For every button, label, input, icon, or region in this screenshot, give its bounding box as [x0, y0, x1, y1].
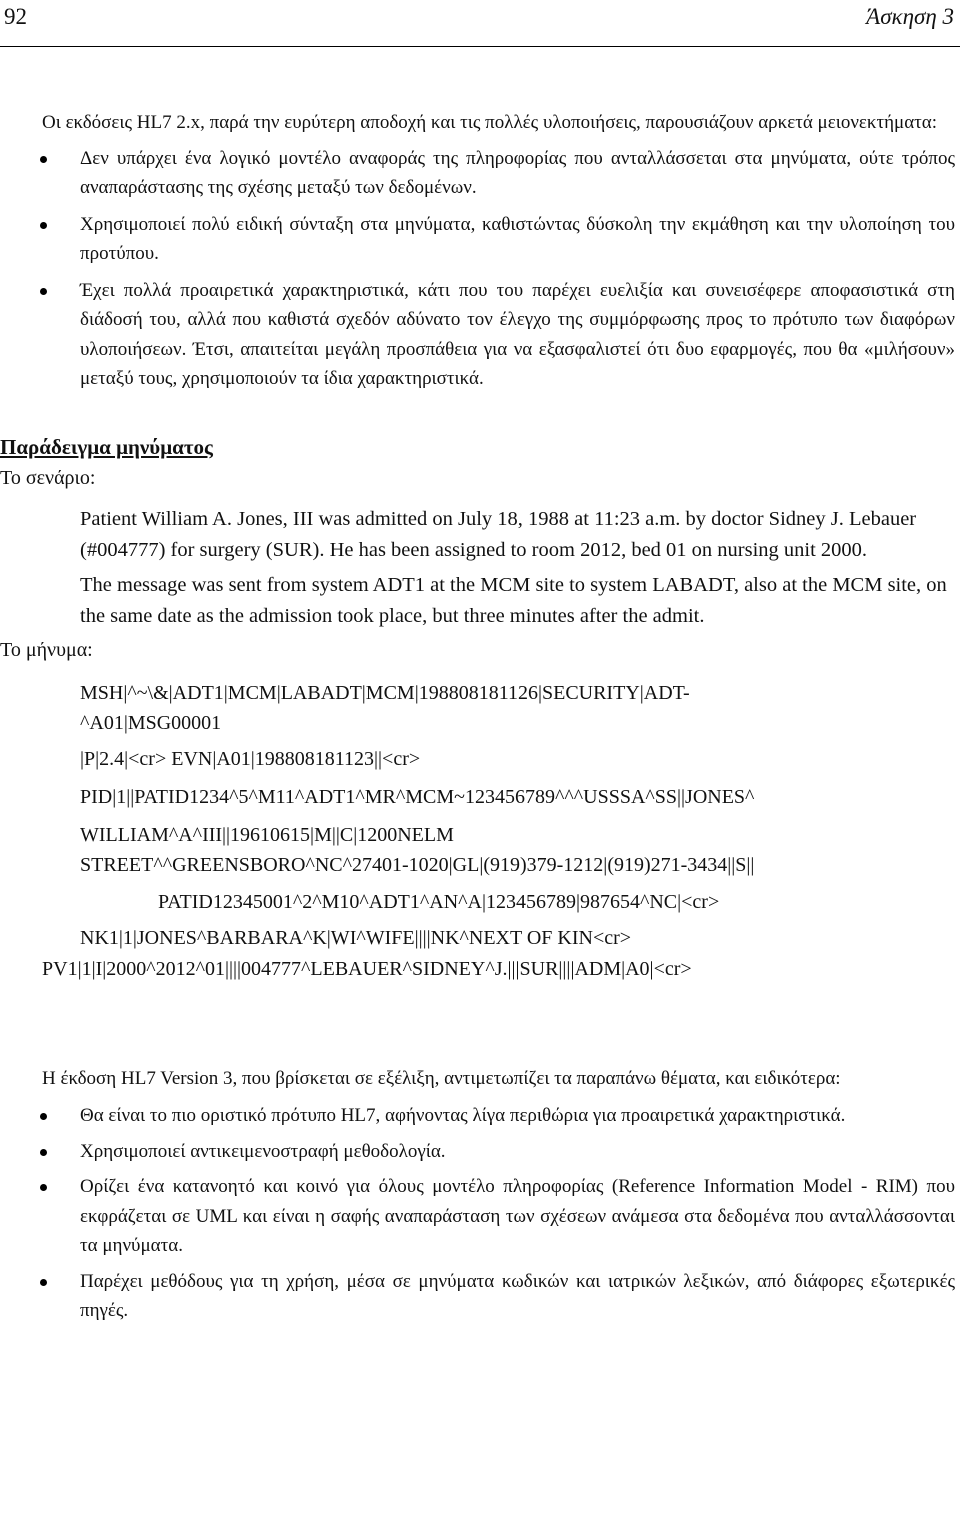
- scenario-paragraph-1: Patient William A. Jones, III was admitted on July 18, 1988 at 11:23 a.m. by doctor Sidney J. Lebauer (#004777) for surgery (SUR). He has been assigned to room 2012, bed 01 on nursing unit 2000.: [80, 508, 917, 561]
- list-item: Ορίζει ένα κατανοητό και κοινό για όλους μοντέλο πληροφορίας (Reference Information Model - RIM) που εκφράζεται σε UML και είναι η σαφής αναπαράσταση των σχέσεων ανάμεσα στα δεδομένα που ανταλλάσσονται τα μηνύματα.: [0, 1172, 955, 1261]
- drawbacks-list: [0, 144, 955, 394]
- list-item: Θα είναι το πιο οριστικό πρότυπο HL7, αφήνοντας λίγα περιθώρια για προαιρετικά χαρακτηριστικά.: [0, 1101, 955, 1131]
- list-item: Χρησιμοποιεί αντικειμενοστραφή μεθοδολογία.: [0, 1137, 955, 1167]
- list-item: Δεν υπάρχει ένα λογικό μοντέλο αναφοράς της πληροφορίας που ανταλλάσσεται στα μηνύματα, ούτε τρόπος αναπαράστασης της σχέσης μεταξύ των δεδομένων.: [0, 144, 955, 203]
- v3-paragraph: Η έκδοση HL7 Version 3, που βρίσκεται σε εξέλιξη, αντιμετωπίζει τα παραπάνω θέματα, και ειδικότερα:: [42, 1067, 841, 1089]
- hl7-message: [0, 678, 955, 984]
- pid-line-4: PATID12345001^2^M10^ADT1^AN^A|123456789|987654^NC|<cr>: [158, 890, 720, 913]
- intro-paragraph: Οι εκδόσεις HL7 2.x, παρά την ευρύτερη αποδοχή και τις πολλές υλοποιήσεις, παρουσιάζουν αρκετά μειονεκτήματα:: [42, 112, 938, 133]
- pid-line-3: STREET^^GREENSBORO^NC^27401-1020|GL|(919)379-1212|(919)271-3434||S||: [80, 853, 755, 876]
- pid-line-2: WILLIAM^A^III||19610615|M||C|1200NELM: [80, 823, 454, 846]
- scenario-label: Το σενάριο:: [0, 466, 96, 489]
- example-heading: Παράδειγμα μηνύματος: [0, 434, 213, 459]
- nk1-line: NK1|1|JONES^BARBARA^K|WI^WIFE||||NK^NEXT OF KIN<cr>: [80, 926, 632, 949]
- scenario-paragraph-2: The message was sent from system ADT1 at the MCM site to system LABADT, also at the MCM site, on the same date as the admission took place, but three minutes after the admit.: [80, 574, 947, 627]
- list-item: Έχει πολλά προαιρετικά χαρακτηριστικά, κάτι που του παρέχει ευελιξία και συνεισέφερε αποφασιστικά στη διάδοσή του, αλλά που καθιστά σχεδόν αδύνατο τον έλεγχο της συμμόρφωσης προς το πρότυπο των διαφόρων υλοποιήσεων. Έτσι, απαιτείται μεγάλη προσπάθεια για να εξασφαλιστεί ότι δυο εφαρμογές, που θα «μιλήσουν» μεταξύ τους, χρησιμοποιούν τα ίδια χαρακτηριστικά.: [0, 276, 955, 394]
- message-label: Το μήνυμα:: [0, 639, 93, 661]
- pv1-line: PV1|1|I|2000^2012^01||||004777^LEBAUER^SIDNEY^J.|||SUR||||ADM|A0|<cr>: [42, 957, 692, 980]
- msh-line-3: |P|2.4|<cr> EVN|A01|198808181123||<cr>: [80, 747, 421, 770]
- list-item: Παρέχει μεθόδους για τη χρήση, μέσα σε μηνύματα κωδικών και ιατρικών λεξικών, από διάφορες εξωτερικές πηγές.: [0, 1267, 955, 1326]
- page-header: [0, 0, 960, 46]
- page-body: [0, 108, 955, 1326]
- pid-line-1: PID|1||PATID1234^5^M11^ADT1^MR^MCM~123456789^^^USSSA^SS||JONES^: [80, 785, 755, 808]
- header-rule: [0, 46, 960, 47]
- chapter-title: Άσκηση 3: [866, 4, 954, 29]
- msh-line-1: MSH|^~\&|ADT1|MCM|LABADT|MCM|198808181126|SECURITY|ADT-: [80, 681, 690, 704]
- page-number: 92: [4, 4, 27, 29]
- msh-line-2: ^A01|MSG00001: [80, 711, 222, 734]
- v3-list: [0, 1101, 955, 1326]
- list-item: Χρησιμοποιεί πολύ ειδική σύνταξη στα μηνύματα, καθιστώντας δύσκολη την εκμάθηση και την υλοποίηση του προτύπου.: [0, 210, 955, 269]
